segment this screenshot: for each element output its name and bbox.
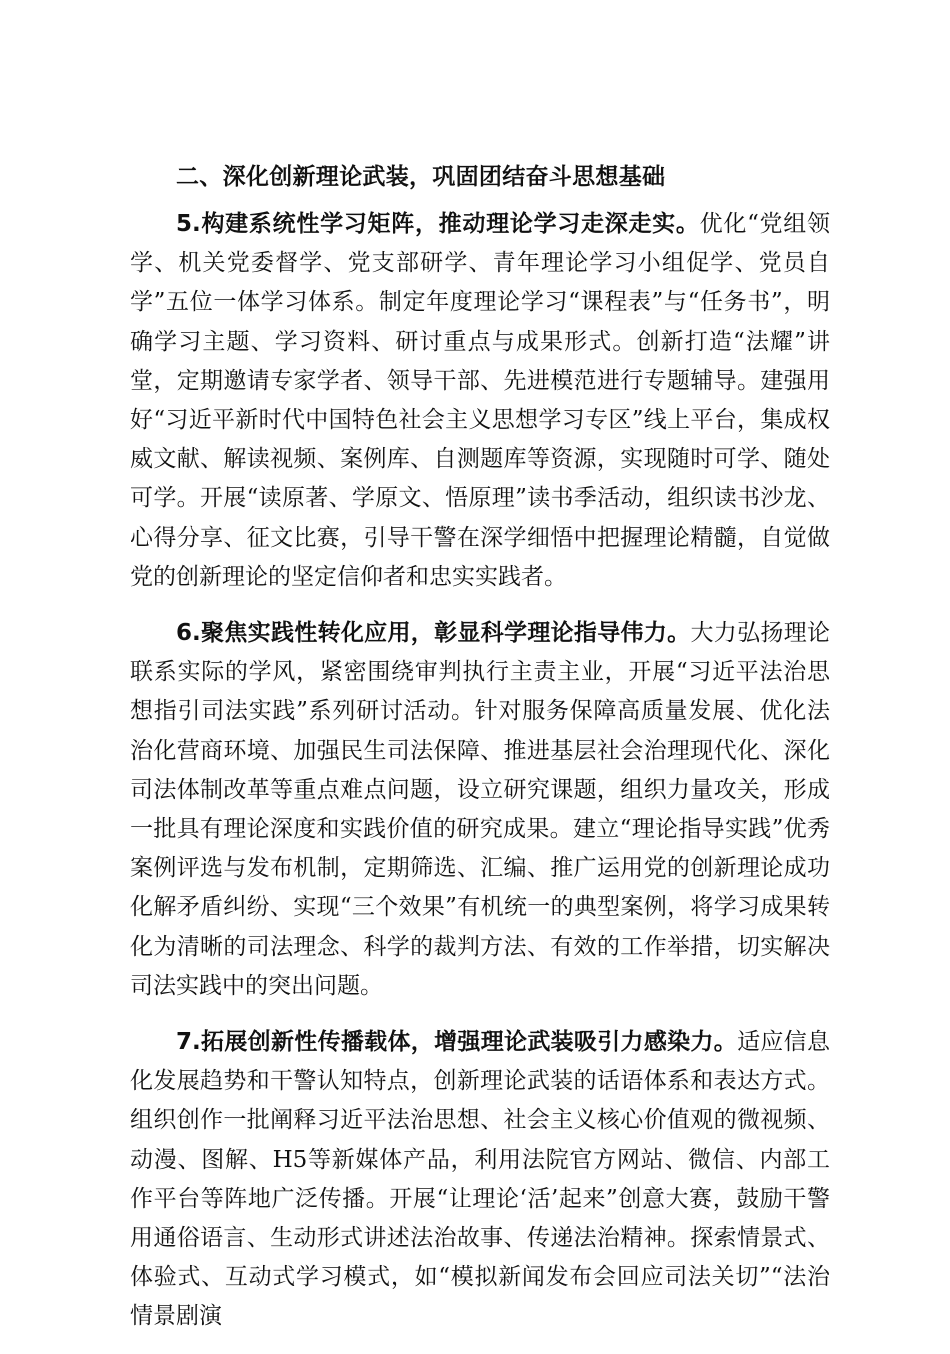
section-heading: 二、深化创新理论武装，巩固团结奋斗思想基础 bbox=[176, 164, 666, 190]
paragraph-7 bbox=[130, 1023, 830, 1337]
paragraph-5 bbox=[130, 205, 830, 597]
paragraph-6 bbox=[130, 614, 830, 1006]
document-body bbox=[130, 158, 830, 1354]
paragraph-5-body: 优化“党组领学、机关党委督学、党支部研学、青年理论学习小组促学、党员自学”五位一体学习体系。制定年度理论学习“课程表”与“任务书”，明确学习主题、学习资料、研讨重点与成果形式。创新打造“法耀”讲堂，定期邀请专家学者、领导干部、先进模范进行专题辅导。建强用好“习近平新时代中国特色社会主义思想学习专区”线上平台，集成权威文献、解读视频、案例库、自测题库等资源，实现随时可学、随处可学。开展“读原著、学原文、悟原理”读书季活动，组织读书沙龙、心得分享、征文比赛，引导干警在深学细悟中把握理论精髓，自觉做党的创新理论的坚定信仰者和忠实实践者。 bbox=[130, 211, 830, 590]
paragraph-6-body: 大力弘扬理论联系实际的学风，紧密围绕审判执行主责主业，开展“习近平法治思想指引司法实践”系列研讨活动。针对服务保障高质量发展、优化法治化营商环境、加强民生司法保障、推进基层社会治理现代化、深化司法体制改革等重点难点问题，设立研究课题，组织力量攻关，形成一批具有理论深度和实践价值的研究成果。建立“理论指导实践”优秀案例评选与发布机制，定期筛选、汇编、推广运用党的创新理论成功化解矛盾纠纷、实现“三个效果”有机统一的典型案例，将学习成果转化为清晰的司法理念、科学的裁判方法、有效的工作举措，切实解决司法实践中的突出问题。 bbox=[130, 620, 830, 999]
paragraph-7-body: 适应信息化发展趋势和干警认知特点，创新理论武装的话语体系和表达方式。组织创作一批阐释习近平法治思想、社会主义核心价值观的微视频、动漫、图解、H5等新媒体产品，利用法院官方网站、微信、内部工作平台等阵地广泛传播。开展“让理论‘活’起来”创意大赛，鼓励干警用通俗语言、生动形式讲述法治故事、传递法治精神。探索情景式、体验式、互动式学习模式，如“模拟新闻发布会回应司法关切”“法治情景剧演 bbox=[130, 1029, 830, 1330]
paragraph-6-lead: 6.聚焦实践性转化应用，彰显科学理论指导伟力。 bbox=[176, 620, 691, 647]
paragraph-7-lead: 7.拓展创新性传播载体，增强理论武装吸引力感染力。 bbox=[176, 1029, 738, 1056]
paragraph-5-lead: 5.构建系统性学习矩阵，推动理论学习走深走实。 bbox=[176, 211, 700, 237]
